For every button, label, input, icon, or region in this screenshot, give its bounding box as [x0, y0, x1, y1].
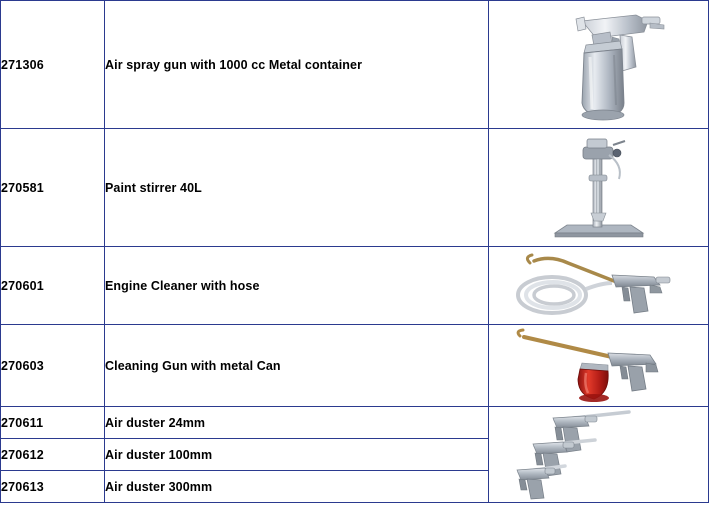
- product-description: Air spray gun with 1000 cc Metal container: [105, 1, 489, 129]
- product-code: 270581: [1, 129, 105, 247]
- product-description: Cleaning Gun with metal Can: [105, 325, 489, 407]
- product-code: 271306: [1, 1, 105, 129]
- paint-stirrer-stand-photo: [489, 133, 708, 243]
- product-code: 270613: [1, 471, 105, 503]
- product-image-cell: [489, 1, 709, 129]
- product-description: Paint stirrer 40L: [105, 129, 489, 247]
- product-description: Air duster 300mm: [105, 471, 489, 503]
- product-code: 270612: [1, 439, 105, 471]
- product-code: 270601: [1, 247, 105, 325]
- table-row: [1, 129, 709, 247]
- product-code: 270611: [1, 407, 105, 439]
- product-image-cell: [489, 325, 709, 407]
- engine-cleaner-with-hose-photo: [489, 249, 708, 323]
- table-row: [1, 247, 709, 325]
- table-row: [1, 325, 709, 407]
- product-image-cell: [489, 247, 709, 325]
- table-row: [1, 407, 709, 439]
- cleaning-gun-with-red-can-photo: [489, 327, 708, 405]
- product-description: Air duster 100mm: [105, 439, 489, 471]
- product-code: 270603: [1, 325, 105, 407]
- table-row: [1, 1, 709, 129]
- product-description: Air duster 24mm: [105, 407, 489, 439]
- spray-gun-with-metal-cup-photo: [489, 5, 708, 125]
- product-description: Engine Cleaner with hose: [105, 247, 489, 325]
- air-dusters-group-photo: [489, 408, 708, 502]
- product-image-cell: [489, 129, 709, 247]
- product-image-cell-grouped: [489, 407, 709, 503]
